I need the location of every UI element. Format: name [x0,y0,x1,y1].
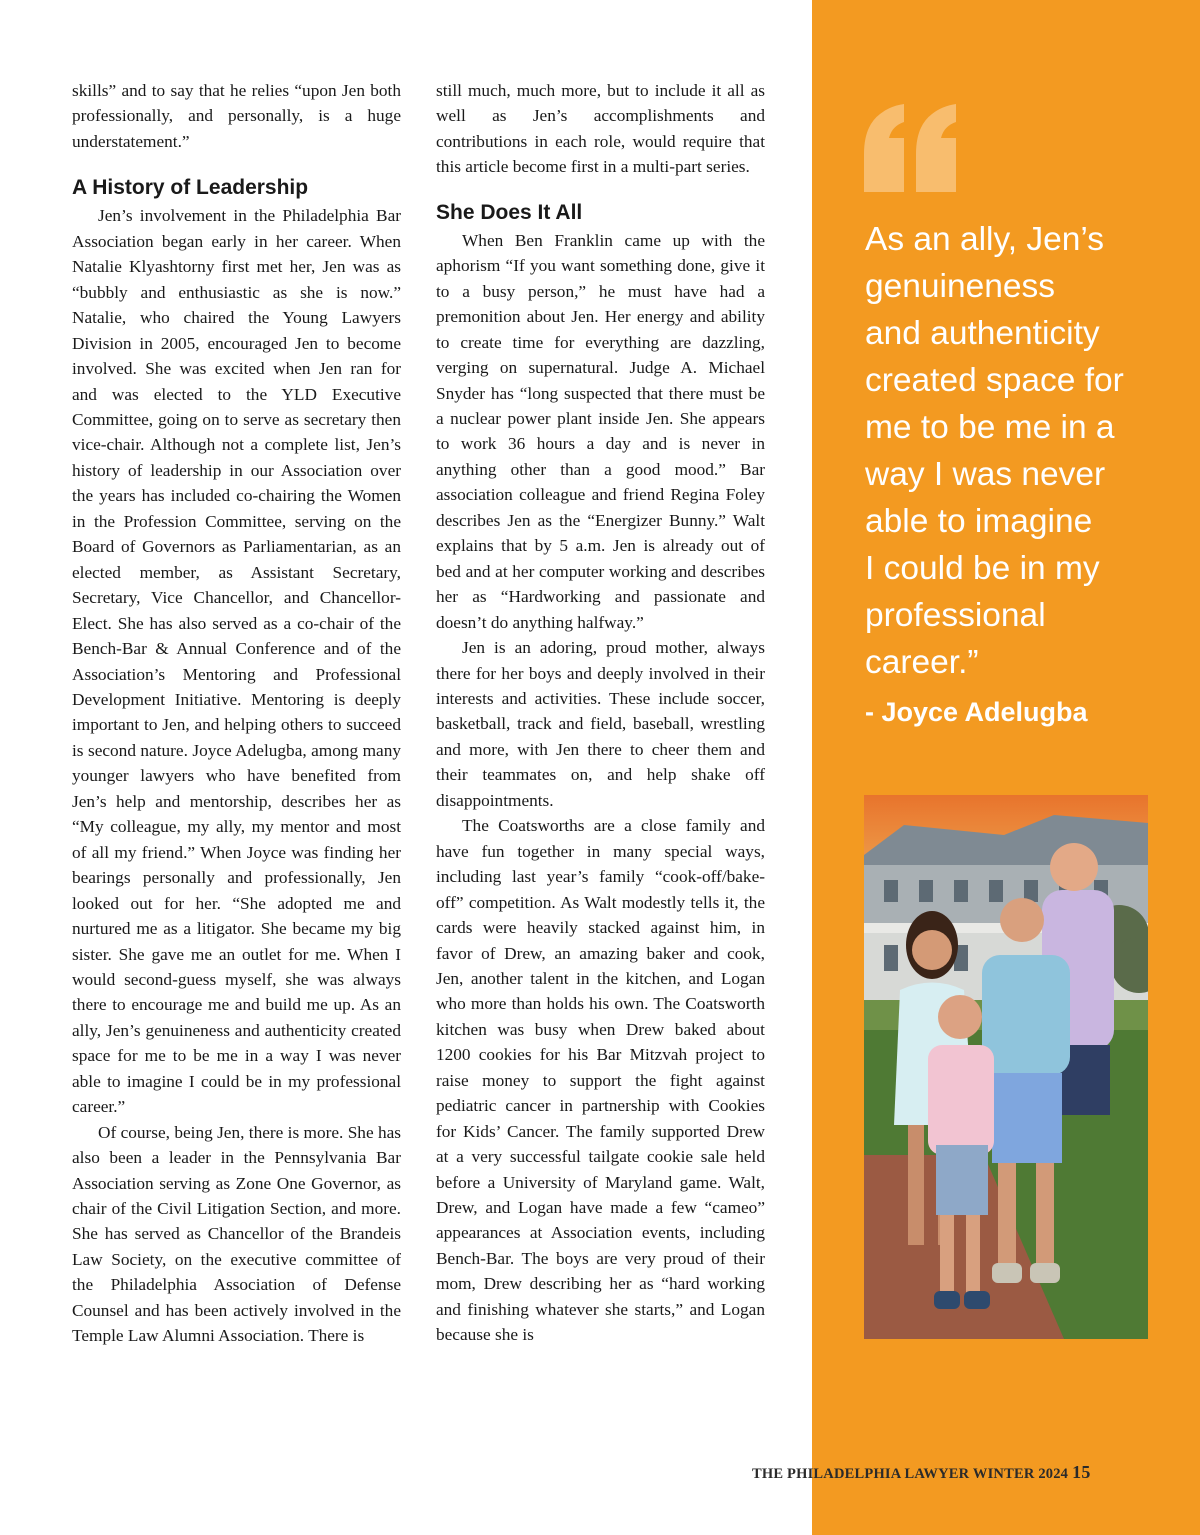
family-photo [864,795,1148,1339]
section-heading-she-does-it-all: She Does It All [436,200,583,224]
column1-paragraph-1: Jen’s involvement in the Philadelphia Bar Association began early in her career. When Natalie Klyashtorny first met her, Jen was as “bubbly and enthusiastic as she is now.” Natalie, who chaired the Young Lawyers Division in 2005, encouraged Jen to become involved. She was excited when Jen ran for and was elected to the YLD Executive Committee, going on to serve as secretary then vice-chair. Although not a complete list, Jen’s history of leadership in our Association over the years has included co-chairing the Women in the Profession Committee, serving on the Board of Governors as Parliamentarian, as an elected member, as Assistant Secretary, Secretary, Vice Chancellor, and Chancellor-Elect. She has also served as a co-chair of the Bench-Bar & Annual Conference and of the Association’s Mentoring and Professional Development Initiative. Mentoring is deeply important to Jen, and helping others to succeed is second nature. Joyce Adelugba, among many younger lawyers who have benefited from Jen’s help and mentorship, describes her as “My colleague, my ally, my mentor and most of all my friend.” When Joyce was finding her bearings personally and professionally, Jen looked out for her. “She adopted me and nurtured me as a litigator. She became my big sister. She gave me an outlet for me. When I would second-guess myself, she was always there to encourage me and build me up. As an ally, Jen’s genuineness and authenticity created space for me to be me in a way I was never able to imagine I could be in my professional career.” [72,206,401,1117]
article-column-1 [72,78,401,1349]
page-number: 15 [1072,1462,1091,1482]
column2-paragraph-3: The Coatsworths are a close family and have fun together in many special ways, including last year’s family “cook-off/bake-off” competition. As Walt modestly tells it, the cards were heavily stacked against him, in favor of Drew, an amazing baker and cook, Jen, another talent in the kitchen, and Logan who more than holds his own. The Coatsworth kitchen was busy when Drew baked about 1200 cookies for his Bar Mitzvah project to raise money to support the fight against pediatric cancer in partnership with Cookies for Kids’ Cancer. The family supported Drew at a very successful tailgate cookie sale held before a University of Maryland game. Walt, Drew, and Logan have made a few “cameo” appearances at Association events, including Bench-Bar. The boys are very proud of their mom, Drew describing her as “hard working and finishing whatever she starts,” and Logan because she is [436,816,765,1345]
page-footer [752,1462,1091,1483]
section-heading-history-of-leadership: A History of Leadership [72,176,309,200]
column2-intro-paragraph: still much, much more, but to include it all as well as Jen’s accomplishments and contributions in each role, would require that this article become first in a multi-part series. [436,81,765,177]
pull-quote-attribution: - Joyce Adelugba [865,697,1088,727]
column1-intro-paragraph: skills” and to say that he relies “upon Jen both professionally, and personally, is a huge understatement.” [72,81,401,151]
column1-paragraph-2: Of course, being Jen, there is more. She has also been a leader in the Pennsylvania Bar Association serving as Zone One Governor, as chair of the Civil Litigation Section, and more. She has served as Chancellor of the Brandeis Law Society, on the executive committee of the Philadelphia Association of Defense Counsel and has been actively involved in the Temple Law Alumni Association. There is [72,1122,401,1346]
quote-mark-icon [858,96,968,206]
footer-publication: THE PHILADELPHIA LAWYER WINTER 2024 [752,1466,1069,1482]
column2-paragraph-2: Jen is an adoring, proud mother, always there for her boys and deeply involved in their interests and activities. These include soccer, basketball, track and field, baseball, wrestling and more, with Jen there to cheer them and their teammates on, and help shake off disappointments. [436,638,765,810]
pull-quote-text: As an ally, Jen’s genuineness and authenticity created space for me to be me in a way I was never able to imagine I could be in my professional career.” [865,221,1124,681]
column2-paragraph-1: When Ben Franklin came up with the aphorism “If you want something done, give it to a busy person,” he must have had a premonition about Jen. Her energy and ability to create time for everything are dazzling, verging on supernatural. Judge A. Michael Snyder has “long suspected that there must be a nuclear power plant inside Jen. She appears to work 36 hours a day and is never in anything other than a good mood.” Bar association colleague and friend Regina Foley describes Jen as the “Energizer Bunny.” Walt explains that by 5 a.m. Jen is already out of bed and at her computer working and describes her as “Hardworking and passionate and doesn’t do anything halfway.” [436,230,765,632]
article-column-2 [436,78,765,1348]
